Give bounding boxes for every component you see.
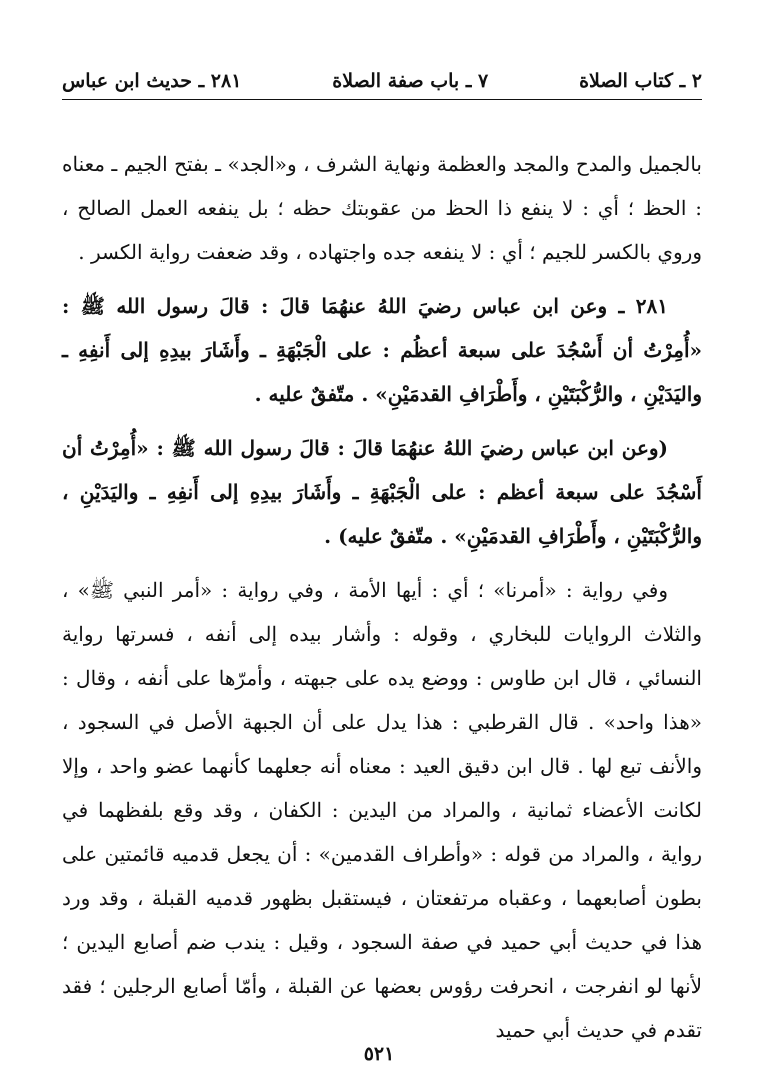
running-header <box>62 66 702 100</box>
page-number: ٥٢١ <box>363 1043 395 1065</box>
paragraph-hadith-commentary: وفي رواية : «أمرنا» ؛ أي : أيها الأمة ، وفي رواية : «أمر النبي ﷺ» ، والثلاث الروايات للبخاري ، وقوله : وأشار بيده إلى أنفه ، فسرتها رواية النسائي ، قال ابن طاوس : ووضع يده على جبهته ، وأمرّها على أنفه ، وقال : «هذا واحد» . قال القرطبي : هذا يدل على أن الجبهة الأصل في السجود ، والأنف تبع لها . قال ابن دقيق العيد : معناه أنه جعلهما كأنهما عضو واحد ، وإلا لكانت الأعضاء ثمانية ، والمراد من اليدين : الكفان ، وقد وقع بلفظهما في رواية ، والمراد من قوله : «وأطراف القدمين» : أن يجعل قدميه قائمتين على بطون أصابعهما ، وعقباه مرتفعتان ، فيستقبل بظهور قدميه القبلة ، وقد ورد هذا في حديث أبي حميد في صفة السجود ، وقيل : يندب ضم أصابع اليدين ؛ لأنها لو انفرجت ، انحرفت رؤوس بعضها عن القبلة ، وأمّا أصابع الرجلين ؛ فقد تقدم في حديث أبي حميد <box>62 578 702 1042</box>
paragraph-hadith-281: ٢٨١ ـ وعن ابن عباس رضيَ اللهُ عنهُمَا قالَ : قالَ رسول الله ﷺ : «أُمِرْتُ أن أَسْجُدَ على سبعة أعظُم : على الْجَبْهَةِ ـ وأَشَارَ بيدِهِ إلى أَنفِهِ ـ واليَدَيْنِ ، والرُّكْبَتَيْنِ ، وأَطْرَافِ القدمَيْنِ» . متّفقٌ عليه . <box>62 294 702 406</box>
body-text <box>62 142 702 1062</box>
header-hadith-title: ٢٨١ ـ حديث ابن عباس <box>62 70 242 92</box>
header-book-title: ٢ ـ كتاب الصلاة <box>579 70 702 92</box>
header-chapter-title: ٧ ـ باب صفة الصلاة <box>332 70 489 92</box>
paragraph-hadith-281-repeated: (وعن ابن عباس رضيَ اللهُ عنهُمَا قالَ : قالَ رسول الله ﷺ : «أُمِرْتُ أن أَسْجُدَ على سبعة أعظم : على الْجَبْهَةِ ـ وأَشَارَ بيدِهِ إلى أَنفِهِ ـ واليَدَيْنِ ، والرُّكْبَتَيْنِ ، وأَطْرَافِ القدمَيْنِ» . متّفقٌ عليه) . <box>62 436 702 548</box>
paragraph-commentary-continuation: بالجميل والمدح والمجد والعظمة ونهاية الشرف ، و«الجد» ـ بفتح الجيم ـ معناه : الحظ ؛ أي : لا ينفع ذا الحظ من عقوبتك حظه ؛ بل ينفعه العمل الصالح ، وروي بالكسر للجيم ؛ أي : لا ينفعه جده واجتهاده ، وقد ضعفت رواية الكسر . <box>62 152 702 264</box>
